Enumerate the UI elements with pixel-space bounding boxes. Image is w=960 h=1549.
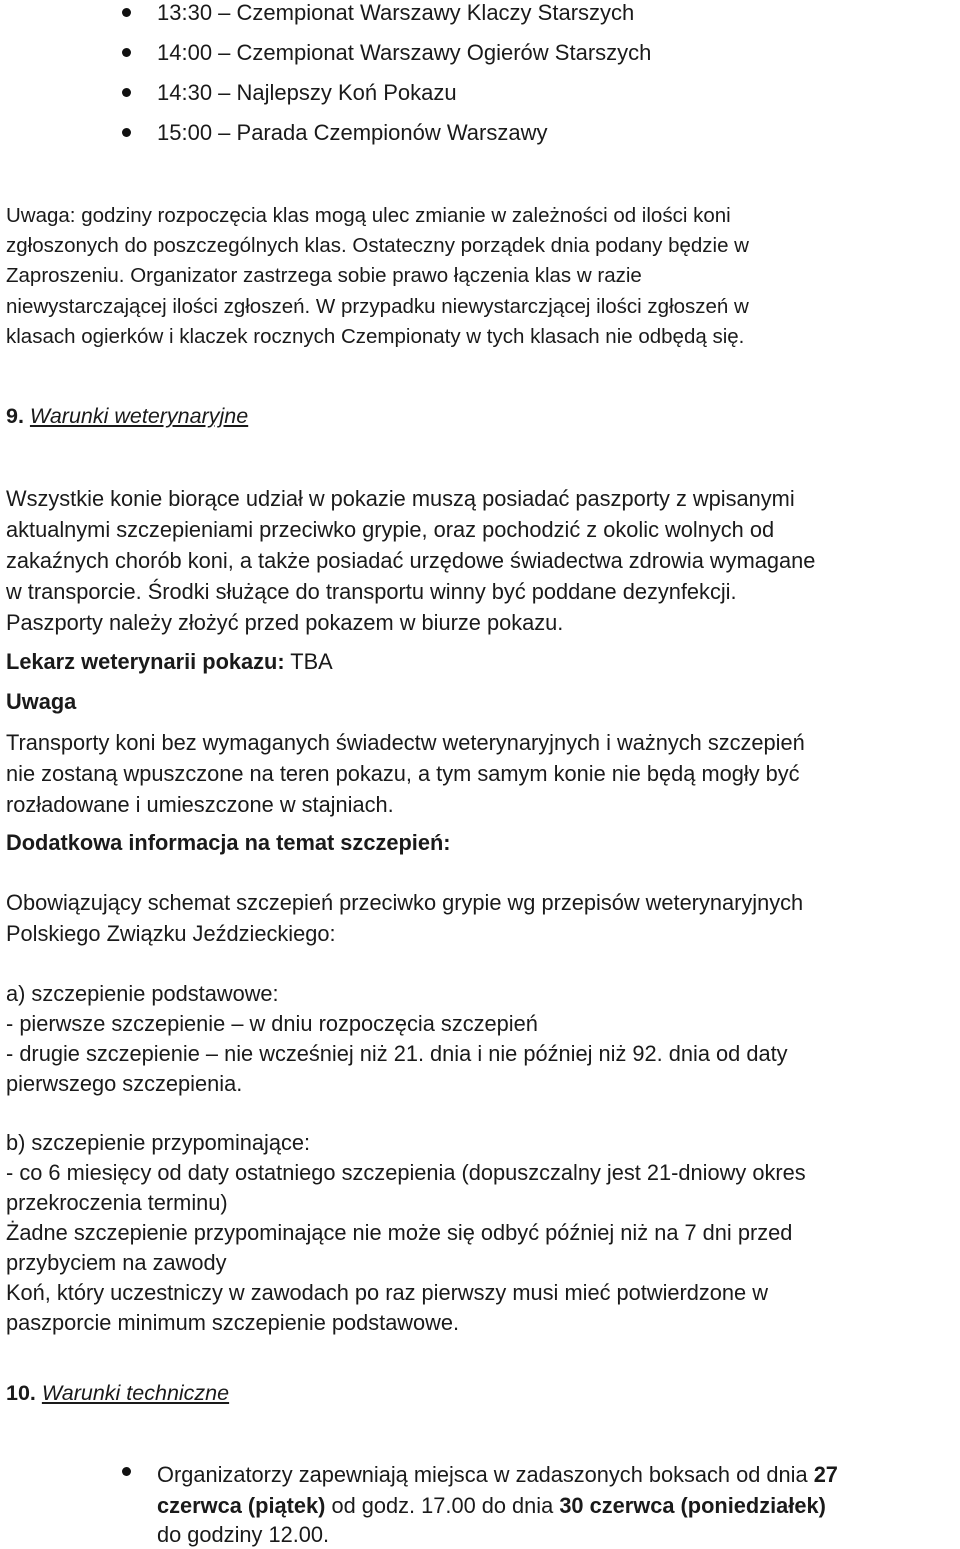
bullet-icon [122, 1467, 131, 1476]
bullet-icon [122, 8, 131, 17]
basic-line: a) szczepienie podstawowe: [6, 981, 279, 1006]
tech-bold: 27 [813, 1462, 838, 1487]
tech-text: Organizatorzy zapewniają miejsca w zadaszonych boksach od dnia [157, 1462, 814, 1487]
scheme-line: Polskiego Związku Jeździeckiego: [6, 921, 336, 946]
scheme-line: Obowiązujący schemat szczepień przeciwko grypie wg przepisów weterynaryjnych [6, 890, 804, 915]
section-heading-10 [6, 1378, 229, 1408]
transport-line: Transporty koni bez wymaganych świadectw weterynaryjnych i ważnych szczepień [6, 730, 805, 755]
note-line: niewystarczającej ilości zgłoszeń. W przypadku niewystarczjącej ilości zgłoszeń w [6, 295, 749, 318]
note-line: zgłoszonych do poszczególnych klas. Ostateczny porządek dnia podany będzie w [6, 234, 749, 257]
tech-line: do godziny 12.00. [157, 1522, 330, 1547]
schedule-item: 15:00 – Parada Czempionów Warszawy [157, 120, 548, 145]
section-heading-9 [6, 401, 248, 431]
schedule-item: 14:30 – Najlepszy Koń Pokazu [157, 80, 457, 105]
transport-line: rozładowane i umieszczone w stajniach. [6, 792, 394, 817]
vet-line: aktualnymi szczepieniami przeciwko grypie, oraz pochodzić z okolic wolnych od [6, 517, 775, 542]
transport-line: nie zostaną wpuszczone na teren pokazu, a tym samym konie nie będą mogły być [6, 761, 800, 786]
booster-line: przekroczenia terminu) [6, 1190, 228, 1215]
basic-line: pierwszego szczepienia. [6, 1071, 243, 1096]
bullet-icon [122, 128, 131, 137]
tech-text: od godz. 17.00 do dnia [325, 1493, 560, 1518]
basic-line: - pierwsze szczepienie – w dniu rozpoczęcia szczepień [6, 1011, 538, 1036]
note-line: Uwaga: godziny rozpoczęcia klas mogą ulec zmianie w zależności od ilości koni [6, 204, 731, 227]
booster-line: przybyciem na zawody [6, 1250, 227, 1275]
booster-line: b) szczepienie przypominające: [6, 1130, 311, 1155]
vet-line: zakaźnych chorób koni, a także posiadać urzędowe świadectwa zdrowia wymagane [6, 548, 816, 573]
extra-info-label: Dodatkowa informacja na temat szczepień: [6, 830, 451, 855]
vet-line: w transporcie. Środki służące do transportu winny być poddane dezynfekcji. [6, 579, 737, 604]
tech-bold: czerwca (piątek) [157, 1493, 326, 1518]
bullet-icon [122, 48, 131, 57]
tech-line [157, 1490, 826, 1521]
schedule-item: 13:30 – Czempionat Warszawy Klaczy Starszych [157, 0, 635, 25]
booster-line: Koń, który uczestniczy w zawodach po raz pierwszy musi mieć potwierdzone w [6, 1280, 768, 1305]
tech-line [157, 1459, 838, 1490]
section-number: 9. [6, 404, 24, 428]
basic-line: - drugie szczepienie – nie wcześniej niż 21. dnia i nie później niż 92. dnia od daty [6, 1041, 788, 1066]
booster-line: paszporcie minimum szczepienie podstawowe. [6, 1310, 460, 1335]
section-title: Warunki weterynaryjne [29, 404, 249, 428]
tech-bold: 30 czerwca (poniedziałek) [559, 1493, 826, 1518]
section-number: 10. [6, 1381, 36, 1405]
bullet-icon [122, 88, 131, 97]
uwaga-heading [6, 686, 960, 718]
uwaga-label: Uwaga [6, 689, 77, 714]
note-line: Zaproszeniu. Organizator zastrzega sobie prawo łączenia klas w razie [6, 264, 642, 287]
vet-doctor-value: TBA [284, 649, 333, 674]
extra-info-heading [6, 827, 960, 859]
booster-line: - co 6 miesięcy od daty ostatniego szczepienia (dopuszczalny jest 21-dniowy okres [6, 1160, 806, 1185]
schedule-item: 14:00 – Czempionat Warszawy Ogierów Starszych [157, 40, 652, 65]
vet-doctor-label: Lekarz weterynarii pokazu: [6, 649, 285, 674]
booster-line: Żadne szczepienie przypominające nie może się odbyć później niż na 7 dni przed [6, 1220, 793, 1245]
vet-line: Paszporty należy złożyć przed pokazem w biurze pokazu. [6, 610, 564, 635]
vet-line: Wszystkie konie biorące udział w pokazie muszą posiadać paszporty z wpisanymi [6, 486, 795, 511]
vet-doctor [6, 646, 960, 678]
note-line: klasach ogierków i klaczek rocznych Czempionaty w tych klasach nie odbędą się. [6, 325, 745, 348]
section-title: Warunki techniczne [41, 1381, 230, 1405]
